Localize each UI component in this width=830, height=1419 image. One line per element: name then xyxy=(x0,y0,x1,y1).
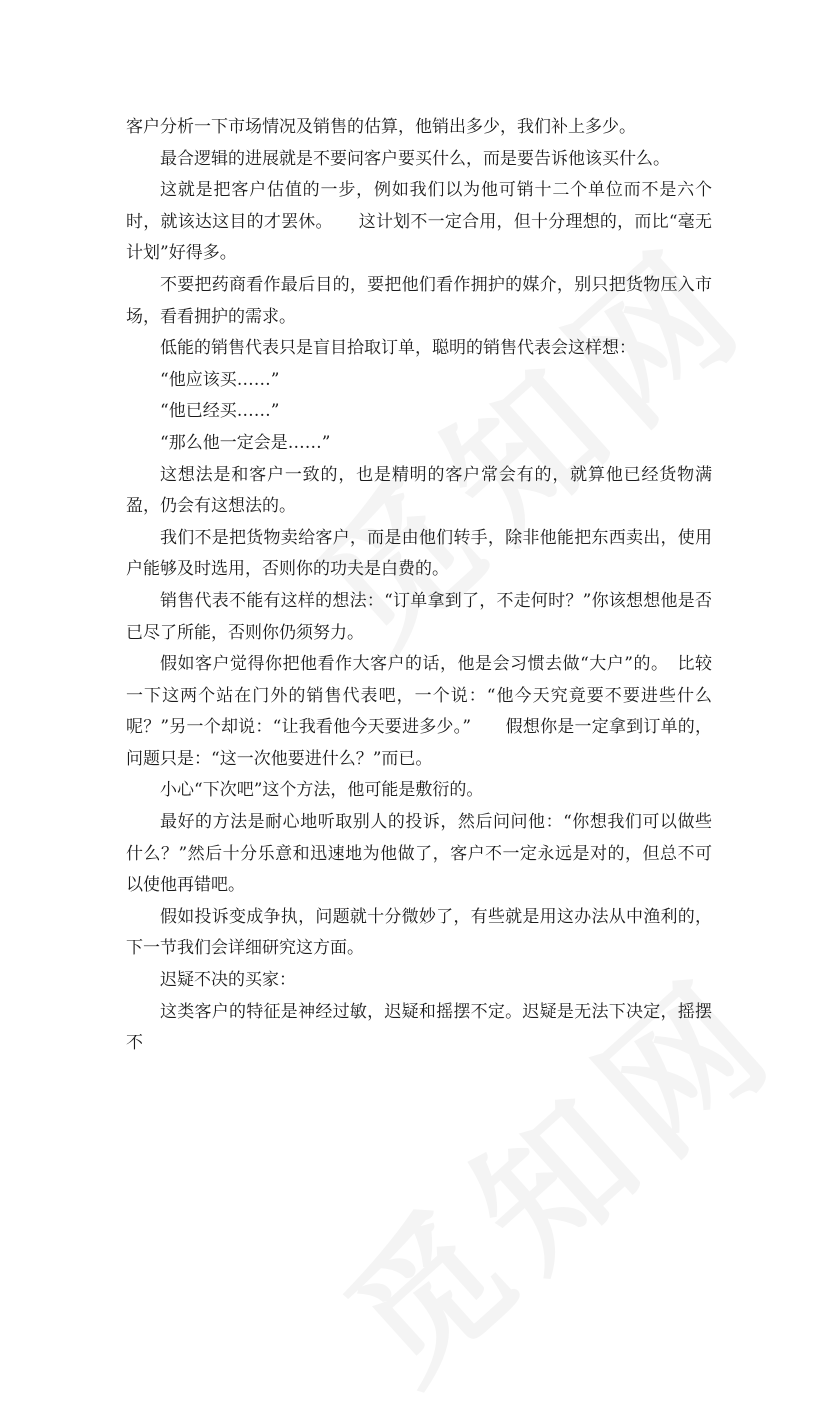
document-body xyxy=(126,112,712,1060)
paragraph: 最合逻辑的进展就是不要问客户要买什么，而是要告诉他该买什么。 xyxy=(160,148,670,169)
paragraph: 不要把药商看作最后目的，要把他们看作拥护的媒介，别只把货物压入市场，看看拥护的需求。 xyxy=(126,274,712,327)
paragraph: 我们不是把货物卖给客户，而是由他们转手，除非他能把东西卖出，使用户能够及时选用，否则你的功夫是白费的。 xyxy=(126,527,712,580)
paragraph: 最好的方法是耐心地听取别人的投诉，然后问问他：“你想我们可以做些什么？”然后十分乐意和迅速地为他做了，客户不一定永远是对的，但总不可以使他再错吧。 xyxy=(126,812,712,896)
paragraph: 这类客户的特征是神经过敏，迟疑和摇摆不定。迟疑是无法下决定，摇摆不 xyxy=(126,1001,712,1054)
quote-line: “他已经买……” xyxy=(160,401,280,422)
quote-line: “那么他一定会是……” xyxy=(160,432,331,453)
paragraph: 小心“下次吧”这个方法，他可能是敷衍的。 xyxy=(160,780,484,801)
paragraph: 假如客户觉得你把他看作大客户的话，他是会习惯去做“大户”的。 比较一下这两个站在门外的销售代表吧，一个说：“他今天究竟要不要进些什么呢？”另一个却说：“让我看他今天要进多少。” 假想你是一定拿到订单的，问题只是：“这一次他要进什么？”而已。 xyxy=(126,654,712,769)
paragraph: 这想法是和客户一致的，也是精明的客户常会有的，就算他已经货物满盈，仍会有这想法的。 xyxy=(126,464,712,517)
paragraph: 低能的销售代表只是盲目拾取订单，聪明的销售代表会这样想： xyxy=(160,338,636,359)
paragraph: 这就是把客户估值的一步，例如我们以为他可销十二个单位而不是六个时，就该达这目的才罢休。 这计划不一定合用，但十分理想的，而比“毫无计划”好得多。 xyxy=(126,180,712,264)
paragraph: 假如投诉变成争执，问题就十分微妙了，有些就是用这办法从中渔利的，下一节我们会详细研究这方面。 xyxy=(126,906,712,959)
paragraph: 客户分析一下市场情况及销售的估算，他销出多少，我们补上多少。 xyxy=(126,117,636,137)
section-heading: 迟疑不决的买家： xyxy=(160,970,296,991)
quote-line: “他应该买……” xyxy=(160,369,280,390)
paragraph: 销售代表不能有这样的想法：“订单拿到了，不走何时？”你该想想他是否已尽了所能，否则你仍须努力。 xyxy=(126,590,712,643)
